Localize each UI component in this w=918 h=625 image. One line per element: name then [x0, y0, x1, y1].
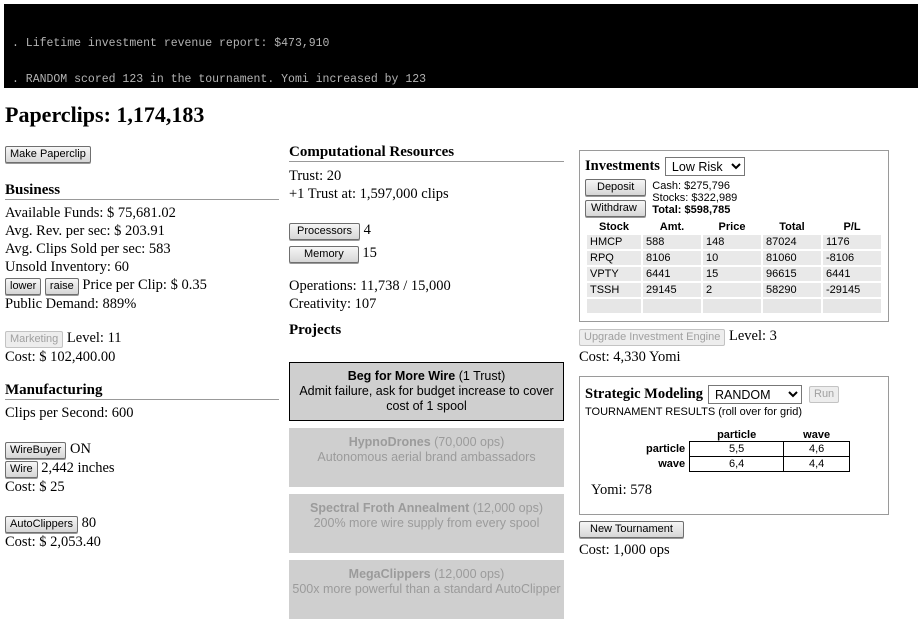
table-cell — [703, 299, 761, 313]
new-tournament-button[interactable]: New Tournament — [579, 521, 684, 538]
column-header: P/L — [843, 221, 861, 233]
table-cell — [587, 299, 641, 313]
table-cell: -29145 — [823, 283, 881, 297]
wire-button[interactable]: Wire — [5, 461, 38, 478]
investment-engine-level: Level: 3 — [729, 328, 777, 344]
wire-amount: 2,442 inches — [41, 460, 115, 476]
investments-panel — [579, 150, 889, 322]
table-row — [587, 283, 881, 297]
table-cell: 58290 — [763, 283, 821, 297]
investments-heading: Investments — [585, 158, 660, 174]
table-cell — [823, 299, 881, 313]
middle-column — [289, 144, 564, 339]
investment-total: Total: $598,785 — [652, 204, 731, 216]
memory-count: 15 — [362, 245, 377, 261]
table-cell: 81060 — [763, 251, 821, 265]
avg-clips-sold: Avg. Clips Sold per sec: 583 — [5, 241, 171, 257]
stock-table — [585, 219, 883, 315]
unsold-inventory: Unsold Inventory: 60 — [5, 259, 130, 275]
table-cell: 6441 — [643, 267, 701, 281]
column-header: particle — [717, 429, 757, 441]
table-row — [587, 251, 881, 265]
project-megaclippers[interactable] — [289, 560, 564, 619]
project-cost: (70,000 ops) — [434, 435, 505, 449]
lower-price-button[interactable]: lower — [5, 278, 41, 295]
table-row-empty — [587, 299, 881, 313]
row-header: wave — [658, 458, 686, 470]
business-heading-wrap — [5, 182, 279, 200]
available-funds: Available Funds: $ 75,681.02 — [5, 205, 176, 221]
project-hypnodrones[interactable] — [289, 428, 564, 487]
price-row — [5, 276, 279, 295]
business-section — [5, 204, 279, 366]
withdraw-button[interactable]: Withdraw — [585, 200, 646, 217]
grid-cell[interactable]: 4,6 — [784, 442, 850, 457]
project-cost: (1 Trust) — [458, 369, 506, 383]
marketing-button[interactable]: Marketing — [5, 331, 63, 348]
project-cost: (12,000 ops) — [472, 501, 543, 515]
table-cell: 6441 — [823, 267, 881, 281]
next-trust: +1 Trust at: 1,597,000 clips — [289, 186, 449, 202]
project-beg-for-more-wire[interactable] — [289, 362, 564, 421]
table-cell: 10 — [703, 251, 761, 265]
business-heading: Business — [5, 182, 61, 198]
table-row — [645, 442, 850, 457]
row-header: particle — [646, 443, 686, 455]
autoclippers-count: 80 — [81, 515, 97, 531]
trust: Trust: 20 — [289, 168, 342, 184]
project-description: 200% more wire supply from every spool — [313, 516, 540, 530]
grid-cell[interactable]: 5,5 — [690, 442, 784, 457]
table-cell: HMCP — [587, 235, 641, 249]
console-line: . Lifetime investment revenue report: $473,910 — [12, 36, 330, 50]
investment-engine-section — [579, 327, 889, 366]
projects-heading-wrap — [289, 322, 564, 339]
wirebuyer-button[interactable]: WireBuyer — [5, 442, 66, 459]
project-title: Spectral Froth Annealment — [310, 501, 470, 515]
wire-cost: Cost: $ 25 — [5, 479, 65, 495]
table-cell — [763, 299, 821, 313]
project-title: Beg for More Wire — [347, 369, 456, 383]
table-row — [587, 267, 881, 281]
paperclips-count-title: Paperclips: 1,174,183 — [5, 102, 205, 127]
tournament-section — [579, 520, 889, 559]
column-header: wave — [803, 429, 831, 441]
marketing-row — [5, 329, 279, 348]
message-console — [4, 4, 918, 88]
projects-heading: Projects — [289, 322, 342, 338]
grid-cell[interactable]: 4,4 — [784, 457, 850, 472]
manufacturing-section — [5, 404, 279, 551]
project-cost: (12,000 ops) — [434, 567, 505, 581]
column-header: Price — [718, 221, 746, 233]
table-row — [645, 457, 850, 472]
price-per-clip: Price per Clip: $ 0.35 — [82, 277, 207, 293]
table-row — [587, 235, 881, 249]
processors-button[interactable]: Processors — [289, 223, 360, 240]
investment-cash: Cash: $275,796 — [652, 180, 730, 192]
project-title: MegaClippers — [348, 567, 431, 581]
left-column — [5, 145, 279, 551]
table-cell: 8106 — [643, 251, 701, 265]
creativity: Creativity: 107 — [289, 296, 377, 312]
public-demand: Public Demand: 889% — [5, 296, 137, 312]
table-cell: 15 — [703, 267, 761, 281]
table-cell: -8106 — [823, 251, 881, 265]
autoclippers-button[interactable]: AutoClippers — [5, 516, 78, 533]
table-cell: 2 — [703, 283, 761, 297]
table-cell: TSSH — [587, 283, 641, 297]
table-cell: 148 — [703, 235, 761, 249]
project-description: Admit failure, ask for budget increase to cover cost of 1 spool — [299, 384, 554, 413]
upgrade-row — [579, 327, 889, 346]
yomi: Yomi: 578 — [591, 482, 652, 498]
strategic-modeling-panel — [579, 376, 889, 515]
project-title: HypnoDrones — [348, 435, 431, 449]
tournament-cost: Cost: 1,000 ops — [579, 542, 670, 558]
table-cell: RPQ — [587, 251, 641, 265]
tournament-results-grid — [645, 429, 850, 472]
marketing-level: Level: 11 — [66, 330, 122, 346]
strategic-modeling-heading: Strategic Modeling — [585, 386, 703, 402]
column-header: Stock — [599, 221, 629, 233]
manufacturing-heading: Manufacturing — [5, 382, 103, 398]
table-cell: 87024 — [763, 235, 821, 249]
deposit-button[interactable]: Deposit — [585, 179, 646, 196]
console-line: . RANDOM scored 123 in the tournament. Yomi increased by 123 — [12, 73, 427, 87]
project-spectral-froth-annealment[interactable] — [289, 494, 564, 553]
processors-row — [289, 221, 564, 240]
operations: Operations: 11,738 / 15,000 — [289, 278, 451, 294]
memory-button[interactable]: Memory — [289, 246, 359, 263]
computational-resources-heading: Computational Resources — [289, 144, 455, 160]
risk-level-select[interactable] — [665, 157, 745, 176]
table-cell: VPTY — [587, 267, 641, 281]
project-description: 500x more powerful than a standard AutoClipper — [292, 582, 561, 596]
table-cell — [643, 299, 701, 313]
upgrade-investment-engine-button[interactable]: Upgrade Investment Engine — [579, 329, 725, 346]
strategy-select[interactable] — [708, 385, 802, 404]
table-cell: 1176 — [823, 235, 881, 249]
column-header: Amt. — [659, 221, 685, 233]
wirebuyer-row — [5, 440, 279, 459]
corner-cell — [645, 429, 690, 442]
investment-stocks: Stocks: $322,989 — [652, 192, 738, 204]
tournament-results-label: TOURNAMENT RESULTS (roll over for grid) — [585, 406, 802, 418]
wirebuyer-state: ON — [69, 441, 91, 457]
avg-rev-per-sec: Avg. Rev. per sec: $ 203.91 — [5, 223, 165, 239]
comp-heading-wrap — [289, 144, 564, 162]
autoclippers-cost: Cost: $ 2,053.40 — [5, 534, 101, 550]
investment-engine-cost: Cost: 4,330 Yomi — [579, 349, 681, 365]
marketing-cost: Cost: $ 102,400.00 — [5, 349, 116, 365]
table-cell: 588 — [643, 235, 701, 249]
make-paperclip-button[interactable]: Make Paperclip — [5, 146, 91, 163]
table-cell: 29145 — [643, 283, 701, 297]
manufacturing-heading-wrap — [5, 382, 279, 400]
processors-count: 4 — [363, 222, 371, 238]
project-description: Autonomous aerial brand ambassadors — [317, 450, 536, 464]
raise-price-button[interactable]: raise — [45, 278, 79, 295]
run-button[interactable]: Run — [809, 386, 839, 403]
memory-row — [289, 244, 564, 263]
grid-cell[interactable]: 6,4 — [690, 457, 784, 472]
wire-row — [5, 459, 279, 478]
table-cell: 96615 — [763, 267, 821, 281]
autoclippers-row — [5, 514, 279, 533]
column-header: Total — [779, 221, 805, 233]
clips-per-second: Clips per Second: 600 — [5, 405, 134, 421]
